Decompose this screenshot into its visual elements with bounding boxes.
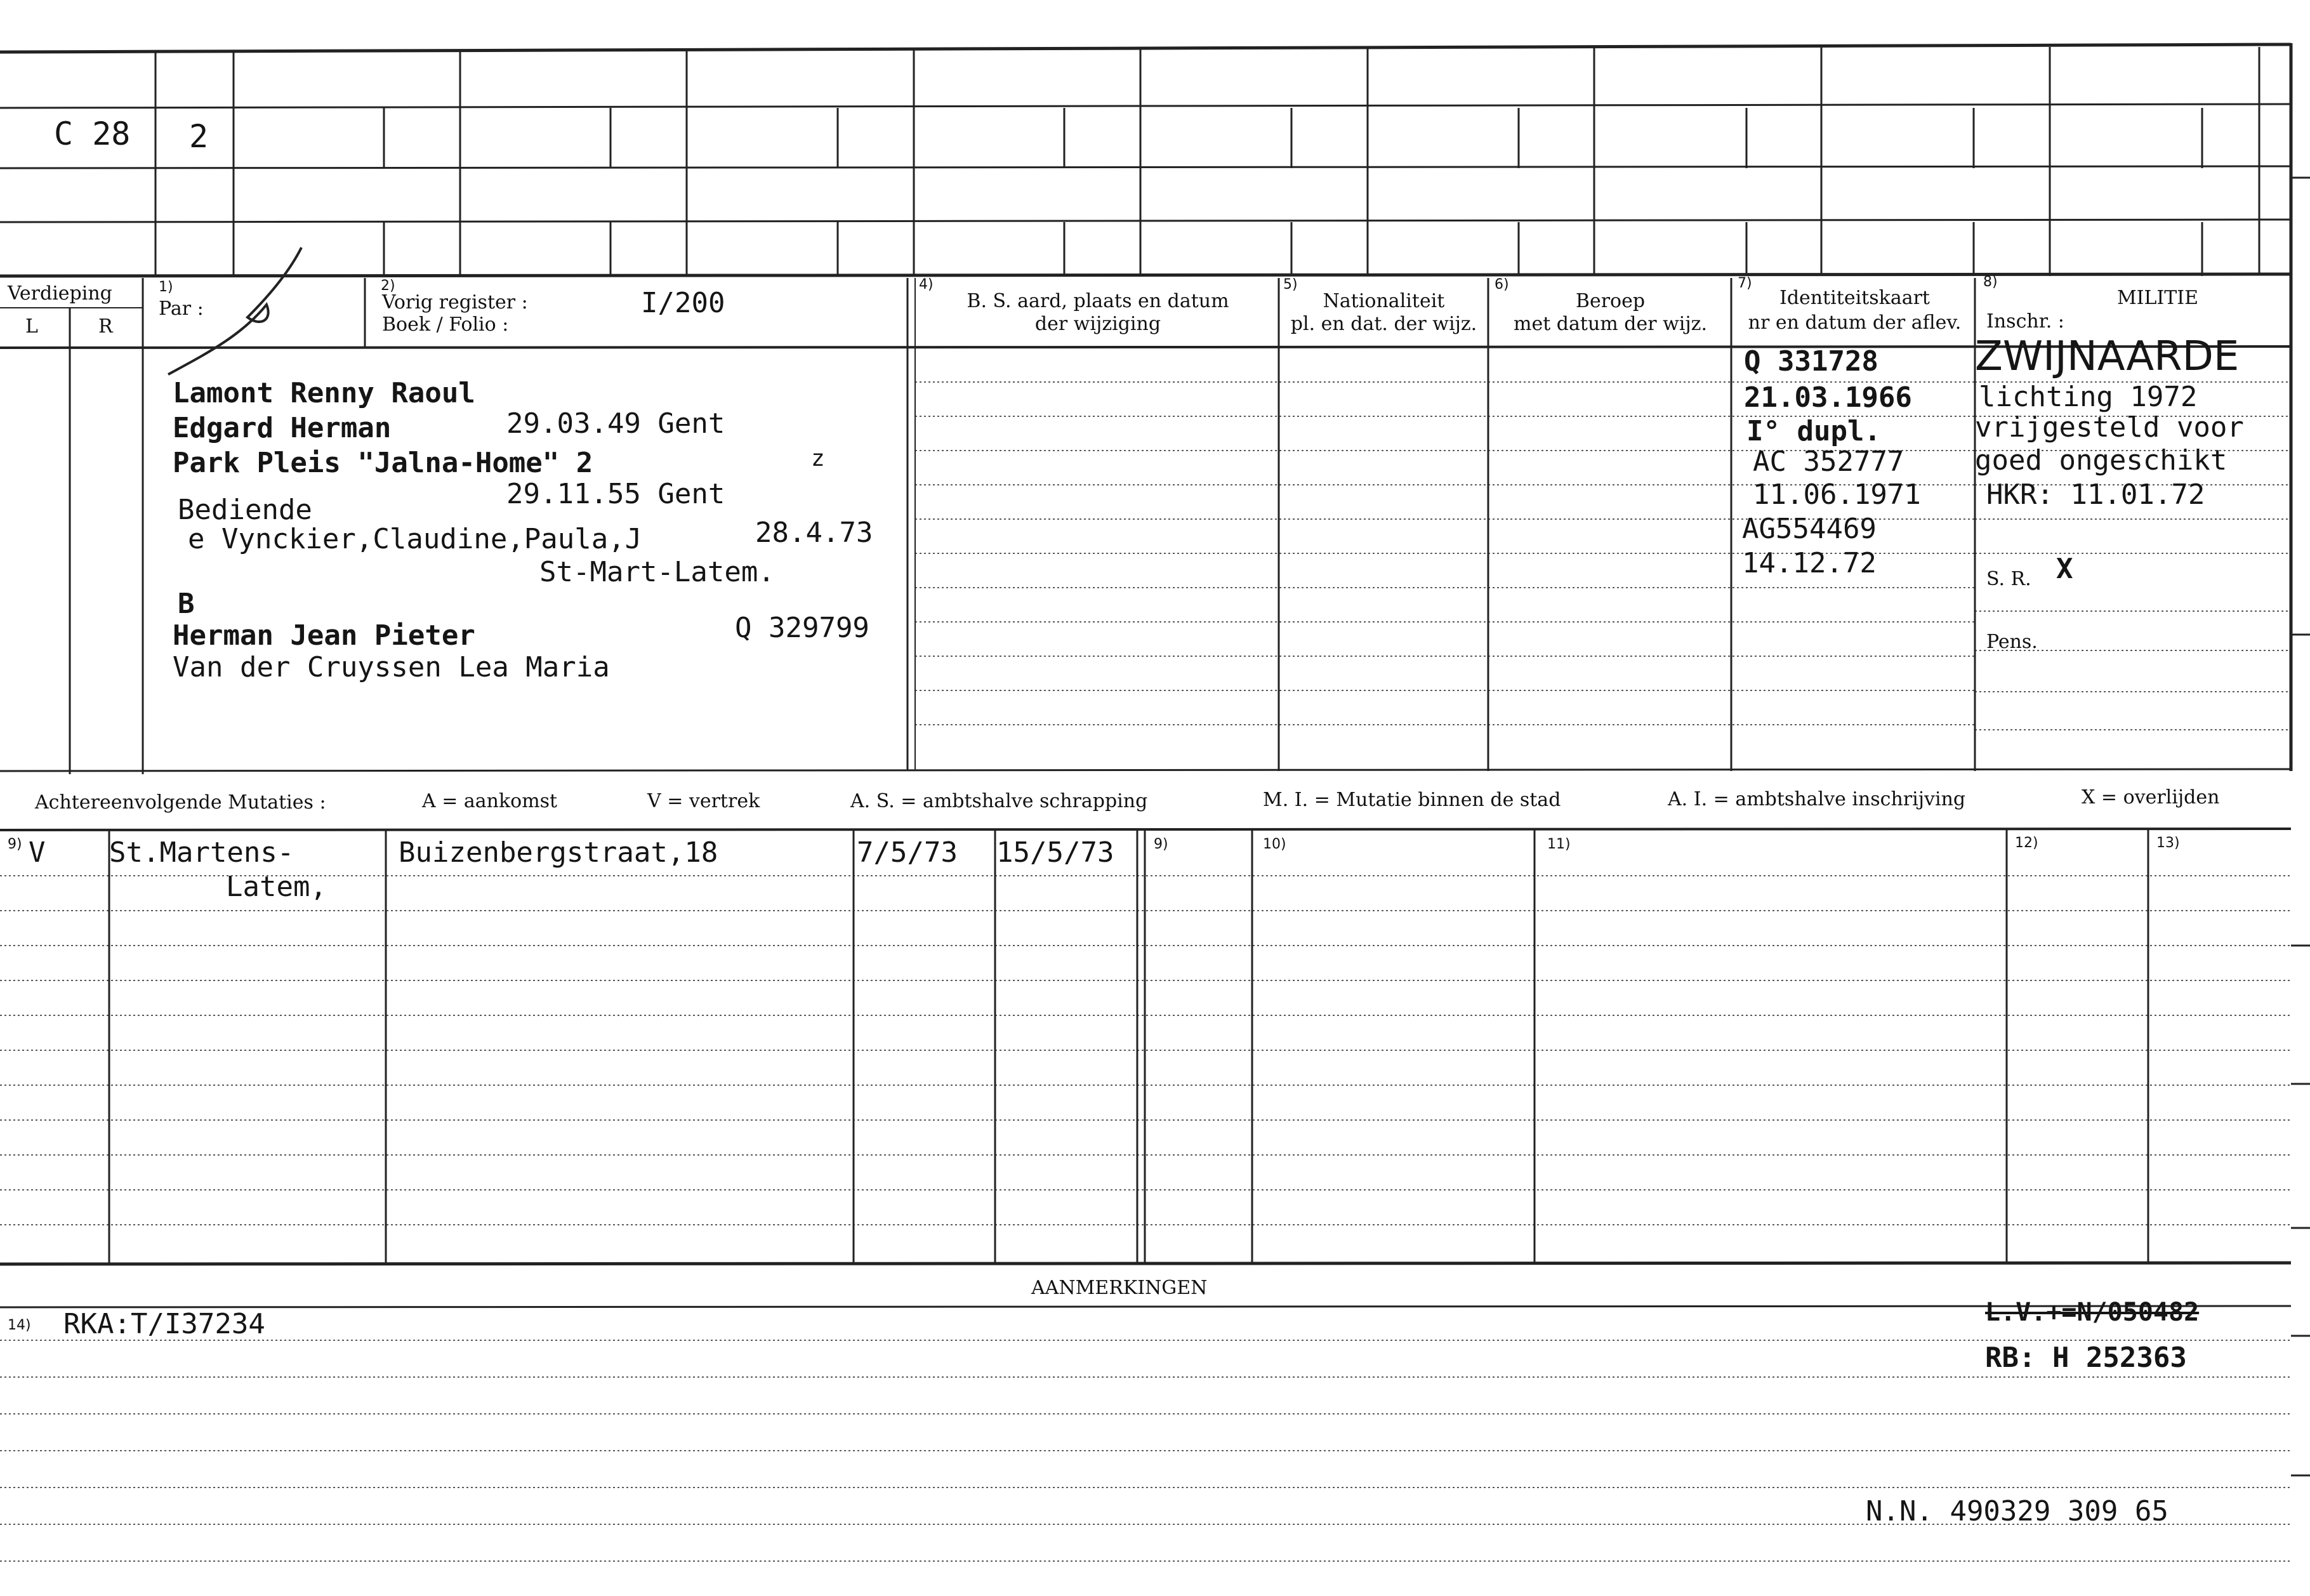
legend-ambtshalve-schrapping: A. S. = ambtshalve schrapping <box>850 790 1148 812</box>
id-card-line-5: 11.06.1971 <box>1753 478 1921 511</box>
mutation-date-1: 7/5/73 <box>857 836 958 869</box>
footnote-9a: 9) <box>8 836 22 852</box>
militie-header: MILITIE <box>2116 287 2199 309</box>
mutation-date-2: 15/5/73 <box>996 836 1114 869</box>
nationaliteit-header-line2: pl. en dat. der wijz. <box>1290 313 1477 335</box>
rb-reference: RB: H 252363 <box>1985 1342 2187 1374</box>
person-line-spouse: e Vynckier,Claudine,Paula,J <box>188 523 642 555</box>
nn-number: N.N. 490329 309 65 <box>1866 1495 2168 1527</box>
footnote-6: 6) <box>1495 277 1509 293</box>
verdieping-label: Verdieping <box>8 282 112 305</box>
footnote-7: 7) <box>1738 275 1752 291</box>
id-card-line-2: 21.03.1966 <box>1744 381 1912 414</box>
id-card-line-1: Q 331728 <box>1744 345 1878 378</box>
footnote-2: 2) <box>381 278 395 294</box>
person-line-b: B <box>178 588 195 620</box>
bs-header-line1: B. S. aard, plaats en datum <box>967 290 1229 312</box>
footnote-10: 10) <box>1263 836 1286 852</box>
birth-date: 29.03.49 Gent <box>506 407 725 440</box>
militie-line-3: goed ongeschikt <box>1975 444 2228 477</box>
id-reference: Q 329799 <box>735 612 869 644</box>
header-number: 2 <box>189 118 209 155</box>
footnote-8: 8) <box>1983 274 1998 290</box>
date-3: 28.4.73 <box>755 517 873 549</box>
footnote-13: 13) <box>2156 835 2180 851</box>
marker-z: z <box>811 445 825 472</box>
militie-line-4: HKR: 11.01.72 <box>1986 478 2205 511</box>
footnote-14: 14) <box>8 1317 31 1333</box>
vorig-register-value: I/200 <box>641 287 725 319</box>
date-2: 29.11.55 Gent <box>506 478 725 510</box>
legend-ambtshalve-inschrijving: A. I. = ambtshalve inschrijving <box>1668 788 1966 810</box>
legend-overlijden: X = overlijden <box>2082 786 2220 808</box>
footnote-5: 5) <box>1283 277 1298 293</box>
mutation-address: Buizenbergstraat,18 <box>399 836 718 869</box>
person-line-address: Park Pleis "Jalna-Home" 2 <box>173 447 593 479</box>
person-line-place: St-Mart-Latem. <box>539 556 775 588</box>
person-line-father: Herman Jean Pieter <box>173 619 475 652</box>
vorig-register-label: Vorig register : <box>382 291 528 313</box>
person-line-occupation: Bediende <box>178 494 312 526</box>
mutaties-title: Achtereenvolgende Mutaties : <box>35 791 326 814</box>
mutation-place-line2: Latem, <box>226 871 327 903</box>
identiteitskaart-header-line1: Identiteitskaart <box>1779 287 1930 309</box>
militie-line-1: lichting 1972 <box>1979 381 2198 413</box>
footnote-4: 4) <box>919 277 934 293</box>
person-line-firstnames: Edgard Herman <box>173 412 392 444</box>
sr-value: X <box>2056 553 2073 585</box>
id-card-line-6: AG554469 <box>1742 513 1877 545</box>
par-label: Par : <box>159 298 204 320</box>
mutation-place-line1: St.Martens- <box>109 836 294 869</box>
aanmerkingen-title: AANMERKINGEN <box>1031 1277 1208 1299</box>
boek-folio-label: Boek / Folio : <box>382 313 509 336</box>
id-card-line-3: I° dupl. <box>1746 415 1881 447</box>
beroep-header-line2: met datum der wijz. <box>1514 313 1707 335</box>
bs-header-line2: der wijziging <box>1034 313 1161 335</box>
nationaliteit-header-line1: Nationaliteit <box>1323 290 1445 312</box>
sr-label: S. R. <box>1986 568 2031 590</box>
militie-place: ZWIJNAARDE <box>1975 333 2240 380</box>
id-card-line-4: AC 352777 <box>1753 445 1904 478</box>
column-l-label: L <box>25 315 38 338</box>
militie-line-2: vrijgesteld voor <box>1975 411 2244 444</box>
person-line-mother: Van der Cruyssen Lea Maria <box>173 651 610 683</box>
footnote-11: 11) <box>1547 836 1571 852</box>
rka-reference: RKA:T/I37234 <box>63 1308 265 1340</box>
footnote-9b: 9) <box>1154 836 1168 852</box>
footnote-12: 12) <box>2015 835 2038 851</box>
inschr-label: Inschr. : <box>1986 310 2064 333</box>
person-line-name: Lamont Renny Raoul <box>173 377 475 409</box>
pens-label: Pens. <box>1986 631 2038 653</box>
legend-vertrek: V = vertrek <box>647 790 760 812</box>
id-card-line-7: 14.12.72 <box>1742 547 1877 579</box>
column-r-label: R <box>98 315 113 338</box>
beroep-header-line1: Beroep <box>1575 290 1646 312</box>
struck-reference: L.V.+=N/050482 <box>1985 1298 2200 1327</box>
header-code: C 28 <box>54 115 131 152</box>
identiteitskaart-header-line2: nr en datum der aflev. <box>1748 312 1962 334</box>
legend-aankomst: A = aankomst <box>422 790 558 812</box>
mutation-type: V <box>29 836 46 869</box>
legend-mutatie-binnen-stad: M. I. = Mutatie binnen de stad <box>1263 789 1561 811</box>
footnote-1: 1) <box>159 279 173 295</box>
